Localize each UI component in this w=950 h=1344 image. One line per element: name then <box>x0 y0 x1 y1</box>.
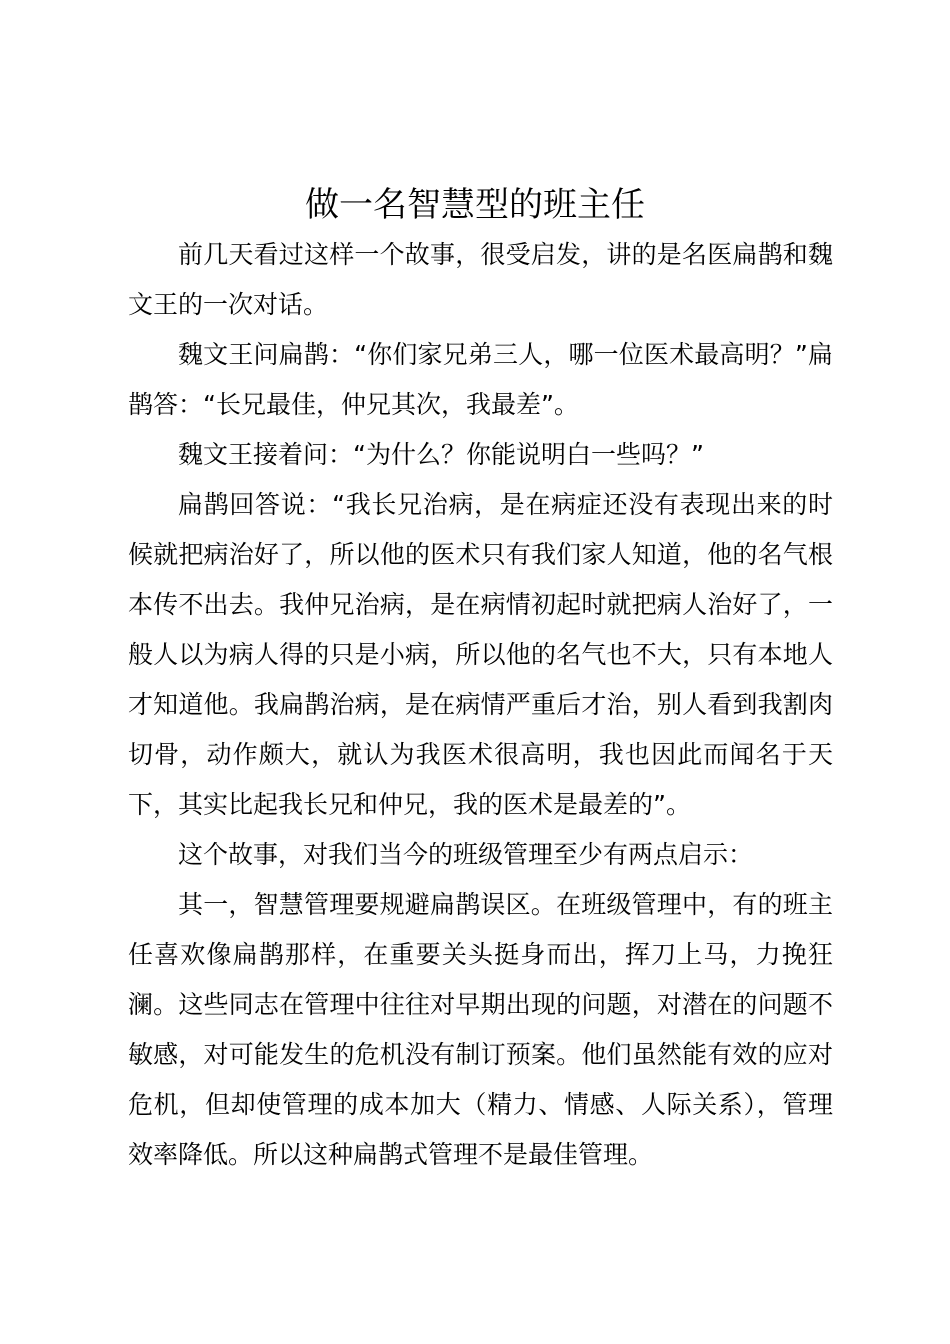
document-title: 做一名智慧型的班主任 <box>305 185 645 225</box>
document-body <box>128 230 833 1180</box>
paragraph-lesson-intro: 这个故事，对我们当今的班级管理至少有两点启示： <box>178 840 754 869</box>
paragraph-lesson-one: 其一，智慧管理要规避扁鹊误区。在班级管理中，有的班主任喜欢像扁鹊那样，在重要关头挺身而出，挥刀上马，力挽狂澜。这些同志在管理中往往对早期出现的问题，对潜在的问题不敏感，对可能发生的危机没有制订预案。他们虽然能有效的应对危机，但却使管理的成本加大（精力、情感、人际关系），管理效率降低。所以这种扁鹊式管理不是最佳管理。 <box>128 890 833 1169</box>
paragraph-answer: 扁鹊回答说：“我长兄治病，是在病症还没有表现出来的时候就把病治好了，所以他的医术只有我们家人知道，他的名气根本传不出去。我仲兄治病，是在病情初起时就把病人治好了，一般人以为病人得的只是小病，所以他的名气也不大，只有本地人才知道他。我扁鹊治病，是在病情严重后才治，别人看到我割肉切骨，动作颇大，就认为我医术很高明，我也因此而闻名于天下，其实比起我长兄和仲兄，我的医术是最差的”。 <box>128 490 833 819</box>
paragraph-intro: 前几天看过这样一个故事，很受启发，讲的是名医扁鹊和魏文王的一次对话。 <box>128 240 833 319</box>
paragraph-question: 魏文王问扁鹊：“你们家兄弟三人，哪一位医术最高明？”扁鹊答：“长兄最佳，仲兄其次，我最差”。 <box>128 340 833 419</box>
paragraph-follow-up: 魏文王接着问：“为什么？你能说明白一些吗？” <box>178 440 704 469</box>
